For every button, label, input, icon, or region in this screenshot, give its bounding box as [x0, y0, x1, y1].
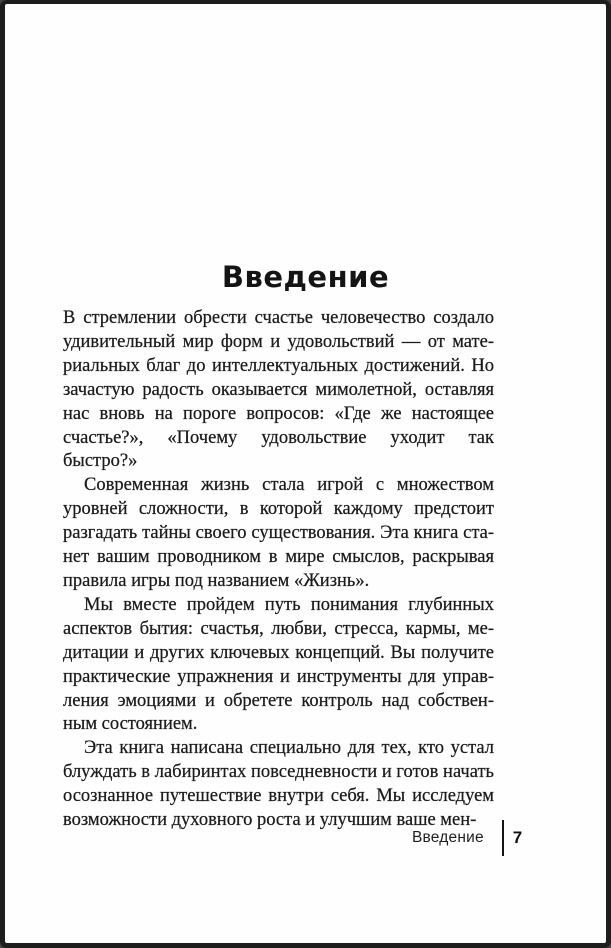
chapter-title: Введение — [221, 260, 390, 294]
text-line: Мы вместе пройдем путь понимания глубинных — [84, 594, 494, 615]
text-line: нас вновь на пороге вопросов: «Где же настоящее — [63, 403, 494, 424]
paragraph — [63, 594, 494, 737]
text-line: ления эмоциями и обретете контроль над собствен- — [63, 690, 494, 711]
text-line: правила игры под названием «Жизнь». — [63, 570, 370, 591]
text-line: осознанное путешествие внутри себя. Мы исследуем — [63, 786, 494, 807]
text-line: зачастую радость оказывается мимолетной, оставляя — [63, 379, 494, 400]
text-line: удивительный мир форм и удовольствий — от мате- — [63, 331, 494, 352]
text-line: В стремлении обрести счастье человечество создало — [63, 308, 494, 328]
footer-chapter-label: Введение — [412, 829, 484, 846]
text-line: аспектов бытия: счастья, любви, стресса, кармы, ме- — [63, 618, 494, 639]
text-line: счастье?», «Почему удовольствие уходит так быстро?» — [63, 427, 494, 472]
body-text — [63, 307, 494, 833]
text-line: возможности духовного роста и улучшим ваше мен- — [63, 810, 477, 831]
text-line: блуждать в лабиринтах повседневности и готов начать — [63, 762, 494, 783]
book-page — [5, 4, 606, 943]
footer-divider — [502, 820, 504, 856]
text-line: практические упражнения и инструменты для управ- — [63, 666, 494, 687]
paragraph — [63, 737, 494, 833]
text-line: Эта книга написана специально для тех, кто устал — [84, 738, 494, 759]
paragraph — [63, 307, 494, 474]
text-line: разгадать тайны своего существования. Эта книга ста- — [63, 523, 494, 544]
text-line: дитации и других ключевых концепций. Вы получите — [63, 642, 494, 663]
text-line: уровней сложности, в которой каждому предстоит — [63, 499, 494, 520]
text-line: риальных благ до интеллектуальных достижений. Но — [63, 355, 494, 376]
text-line: Современная жизнь стала игрой с множеством — [84, 475, 494, 496]
paragraph — [63, 474, 494, 594]
text-line: нет вашим проводником в мире смыслов, раскрывая — [63, 547, 494, 568]
footer-page-number: 7 — [512, 828, 523, 847]
text-line: ным состоянием. — [63, 714, 198, 735]
page-footer — [412, 820, 522, 856]
